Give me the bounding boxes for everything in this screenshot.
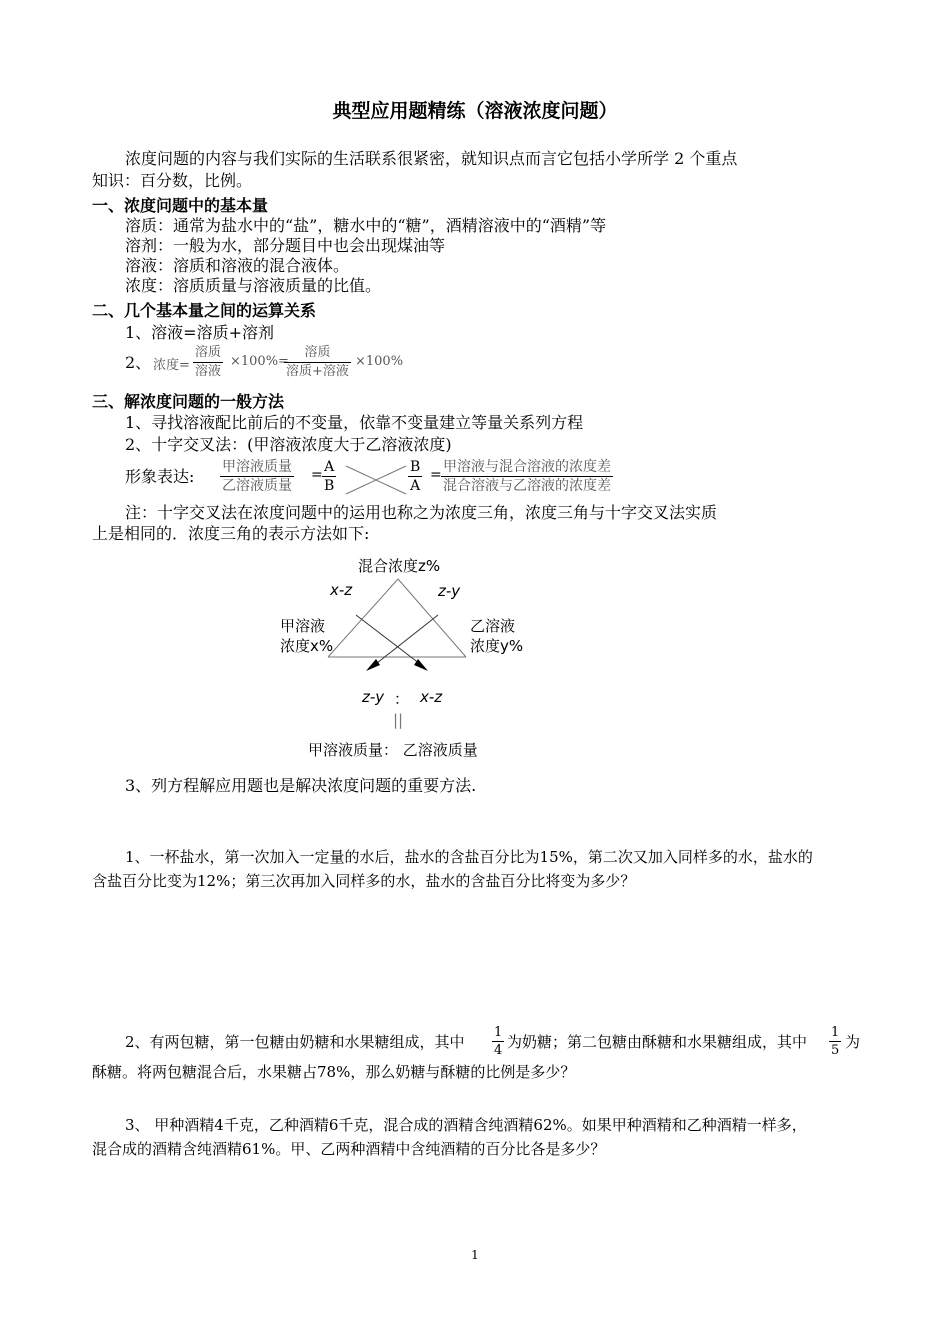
section-1-item: 溶质：通常为盐水中的“盐”，糖水中的“糖”，酒精溶液中的“酒精”等: [125, 216, 607, 235]
cross-f4-denominator: 混合溶液与乙溶液的浓度差: [443, 478, 611, 494]
formula-f1-numerator: 溶质: [193, 344, 223, 363]
note-line-2: 上是相同的．浓度三角的表示方法如下:: [92, 524, 370, 543]
section-2-heading: 二、几个基本量之间的运算关系: [92, 301, 317, 320]
cross-lines: [344, 462, 408, 498]
intro-line-2: 知识：百分数，比例。: [92, 171, 253, 190]
section-1-heading: 一、浓度问题中的基本量: [92, 196, 269, 215]
triangle-right-label-1: 乙溶液: [470, 617, 516, 635]
section-2-item-2-prefix: 2、: [125, 353, 152, 372]
section-1-item: 溶液：溶质和溶液的混合液体。: [125, 256, 350, 275]
problem-2-f1-numerator: 1: [494, 1025, 503, 1040]
section-3-item-3: 3、列方程解应用题也是解决浓度问题的重要方法.: [125, 776, 477, 795]
section-3-heading: 三、解浓度问题的一般方法: [92, 392, 285, 411]
problem-3-line-2: 混合成的酒精含纯酒精61%。甲、乙两种酒精中含纯酒精的百分比各是多少？: [92, 1140, 606, 1158]
section-3-item-2: 2、十字交叉法：(甲溶液浓度大于乙溶液浓度): [125, 435, 452, 454]
triangle-left-label-2: 浓度x%: [280, 637, 334, 655]
problem-1-line-2: 含盐百分比变为12%；第三次再加入同样多的水，盐水的含盐百分比将变为多少？: [92, 872, 636, 890]
triangle-right-label-2: 浓度y%: [470, 637, 524, 655]
cross-f1-numerator: 甲溶液质量: [222, 459, 292, 475]
triangle-right-edge-label: z-y: [438, 582, 461, 600]
ratio-colon: ：: [394, 690, 410, 708]
formula-mid: ×100%=: [230, 354, 289, 369]
ratio-right: x-z: [420, 688, 443, 706]
cross-equals-2: =: [430, 467, 442, 483]
ratio-left: z-y: [362, 688, 385, 706]
cross-fraction-2: [322, 458, 336, 495]
cross-f3-numerator: B: [410, 459, 421, 475]
problem-2-part-c: 为: [845, 1033, 861, 1051]
cross-fraction-4: [441, 458, 613, 495]
triangle-left-label-1: 甲溶液: [280, 617, 326, 635]
problem-2-f2-numerator: 1: [831, 1025, 840, 1040]
problem-2-f2-denominator: 5: [831, 1043, 840, 1058]
section-3-item-1: 1、寻找溶液配比前后的不变量，依靠不变量建立等量关系列方程: [125, 413, 584, 432]
equal-sign: ||: [393, 711, 404, 729]
formula-fraction-1: [193, 344, 223, 381]
cross-f2-denominator: B: [324, 478, 335, 494]
problem-1-line-1: 1、一杯盐水，第一次加入一定量的水后，盐水的含盐百分比为15%，第二次又加入同样多的水，盐水的: [125, 848, 813, 866]
triangle-left-edge-label: x-z: [330, 581, 353, 599]
cross-fraction-3: [408, 458, 422, 495]
triangle-bottom-label: 甲溶液质量： 乙溶液质量: [308, 741, 478, 759]
problem-3-line-1: 3、 甲种酒精4千克，乙种酒精6千克，混合成的酒精含纯酒精62%。如果甲种酒精和乙种酒精一样多，: [125, 1116, 807, 1134]
problem-2-fraction-1: [492, 1024, 504, 1059]
cross-equals-1: =: [311, 467, 323, 483]
section-1-item: 溶剂：一般为水，部分题目中也会出现煤油等: [125, 236, 446, 255]
cross-label: 形象表达:: [125, 467, 195, 486]
formula-lhs: 浓度=: [153, 358, 190, 373]
cross-f3-denominator: A: [410, 478, 421, 494]
formula-end: ×100%: [355, 354, 404, 369]
formula-fraction-2: [284, 344, 351, 381]
section-2-item-1: 1、溶液=溶质+溶剂: [125, 323, 274, 342]
section-1-item: 浓度：溶质质量与溶液质量的比值。: [125, 276, 382, 295]
page-title: 典型应用题精练（溶液浓度问题）: [332, 100, 618, 122]
page-number: 1: [471, 1248, 479, 1262]
problem-2-part-b: 为奶糖；第二包糖由酥糖和水果糖组成，其中: [507, 1033, 808, 1051]
formula-f2-denominator: 溶质+溶液: [286, 364, 349, 379]
problem-2-f1-denominator: 4: [494, 1043, 503, 1058]
formula-f2-numerator: 溶质: [284, 344, 351, 363]
problem-2-part-a: 2、有两包糖，第一包糖由奶糖和水果糖组成，其中: [125, 1033, 465, 1051]
formula-f1-denominator: 溶液: [195, 364, 222, 379]
problem-2-fraction-2: [829, 1024, 841, 1059]
problem-2-line-2: 酥糖。将两包糖混合后，水果糖占78%，那么奶糖与酥糖的比例是多少？: [92, 1063, 576, 1081]
cross-f1-denominator: 乙溶液质量: [222, 478, 292, 494]
note-line-1: 注：十字交叉法在浓度问题中的运用也称之为浓度三角，浓度三角与十字交叉法实质: [125, 503, 718, 522]
triangle-top-label: 混合浓度z%: [358, 557, 441, 575]
cross-f4-numerator: 甲溶液与混合溶液的浓度差: [443, 459, 611, 475]
cross-f2-numerator: A: [322, 458, 336, 477]
cross-fraction-1: [220, 458, 294, 495]
intro-line-1: 浓度问题的内容与我们实际的生活联系很紧密，就知识点而言它包括小学所学 2 个重点: [125, 149, 738, 168]
